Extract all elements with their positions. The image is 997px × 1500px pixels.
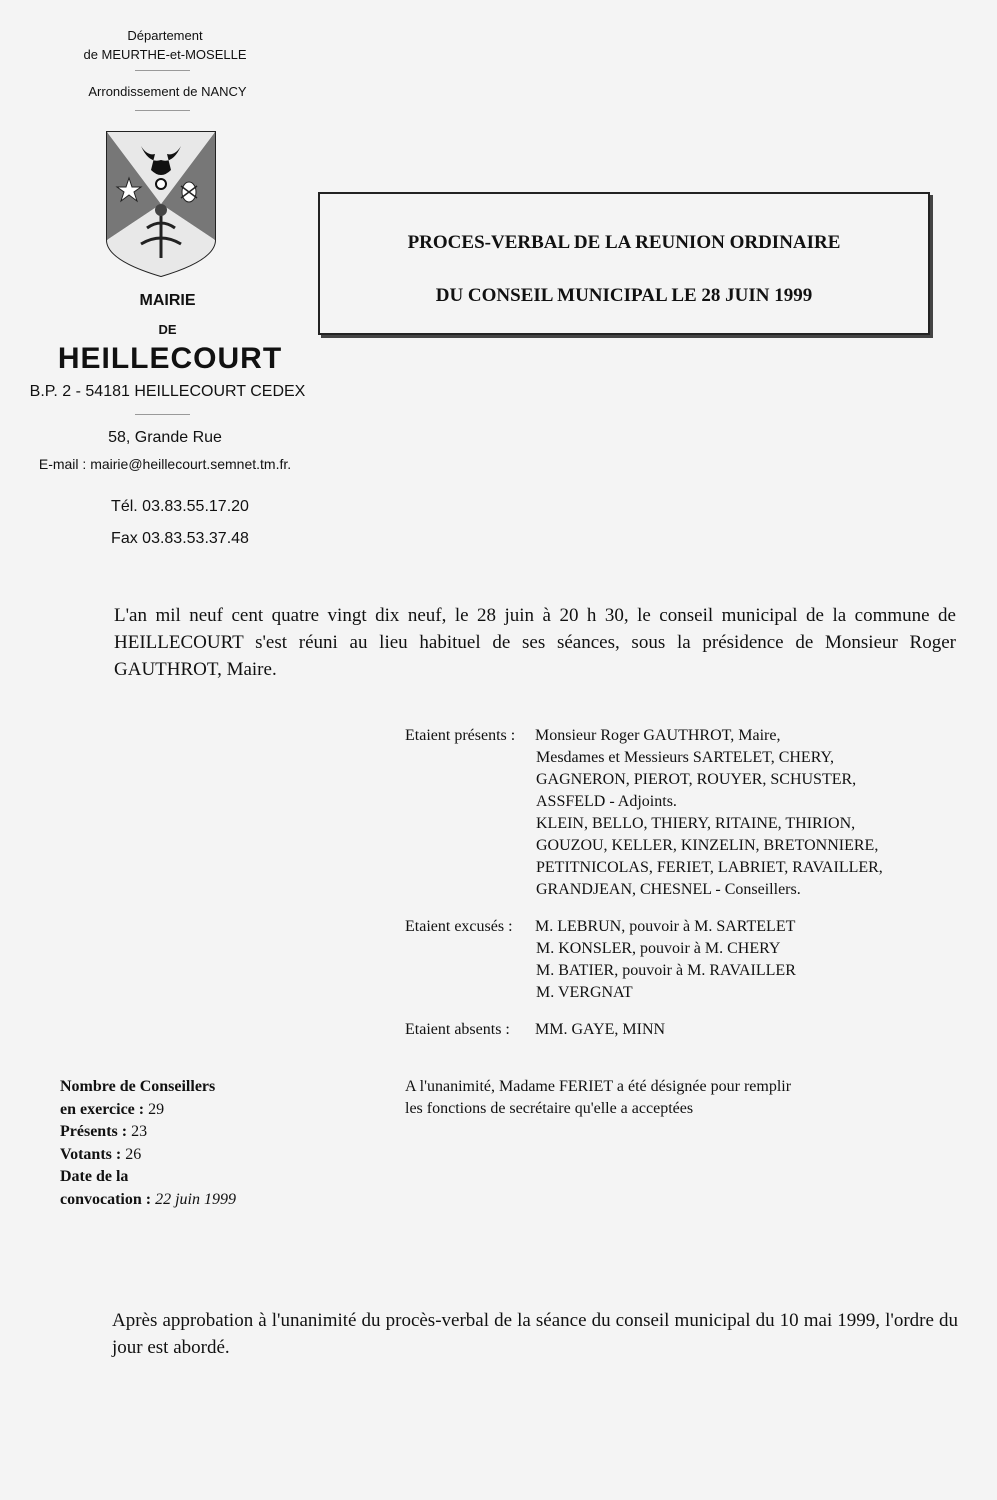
fax-number: Fax 03.83.53.37.48	[111, 530, 249, 547]
excused-first-line: Etaient excusés : M. LEBRUN, pouvoir à M. SARTELET	[405, 916, 955, 938]
present-line: KLEIN, BELLO, THIERY, RITAINE, THIRION,	[536, 815, 856, 832]
email-address: E-mail : mairie@heillecourt.semnet.tm.fr.	[38, 456, 292, 472]
present-line: GOUZOU, KELLER, KINZELIN, BRETONNIERE,	[536, 837, 879, 854]
arrondissement: Arrondissement de NANCY	[88, 84, 247, 99]
secretary-note: A l'unanimité, Madame FERIET a été désignée pour remplir les fonctions de secrétaire qu'elle a acceptées	[405, 1078, 792, 1117]
present-label: Etaient présents :	[405, 727, 516, 744]
council-stats: Nombre de Conseillers en exercice : 29 Présents : 23 Votants : 26 Date de la convocation : 22 juin 1999	[60, 1078, 236, 1208]
present-line: PETITNICOLAS, FERIET, LABRIET, RAVAILLER,	[536, 859, 883, 876]
members-count: 29	[148, 1100, 165, 1118]
excused-line: M. VERGNAT	[536, 984, 633, 1001]
absent-names: MM. GAYE, MINN	[535, 1021, 666, 1038]
de-label: DE	[158, 322, 177, 337]
postal-box: B.P. 2 - 54181 HEILLECOURT CEDEX	[29, 383, 306, 400]
commune-name: HEILLECOURT	[57, 342, 283, 375]
divider	[135, 110, 190, 111]
department-label: Département	[127, 28, 203, 43]
present-line: Mesdames et Messieurs SARTELET, CHERY,	[536, 749, 834, 766]
present-line: GRANDJEAN, CHESNEL - Conseillers.	[536, 881, 801, 898]
absent-line	[405, 1019, 955, 1041]
convocation-date: 22 juin 1999	[155, 1190, 236, 1208]
voters-count: 26	[125, 1145, 142, 1163]
divider	[135, 70, 190, 71]
present-line: GAGNERON, PIEROT, ROUYER, SCHUSTER,	[536, 771, 857, 788]
title-line-2: DU CONSEIL MUNICIPAL LE 28 JUIN 1999	[435, 285, 813, 306]
absent-label: Etaient absents :	[405, 1021, 510, 1038]
phone-number: Tél. 03.83.55.17.20	[111, 498, 249, 515]
attendance-block	[405, 725, 955, 1041]
excused-line: M. BATIER, pouvoir à M. RAVAILLER	[536, 962, 796, 979]
present-count: 23	[131, 1123, 148, 1140]
title-box	[318, 192, 930, 335]
excused-label: Etaient excusés :	[405, 918, 513, 935]
street-address: 58, Grande Rue	[108, 429, 222, 446]
excused-line: M. KONSLER, pouvoir à M. CHERY	[536, 940, 781, 957]
mairie-label: MAIRIE	[139, 292, 196, 309]
approval-paragraph: Après approbation à l'unanimité du procès-verbal de la séance du conseil municipal du 10 mai 1999, l'ordre du jour est abordé.	[112, 1310, 958, 1358]
coat-of-arms-icon	[105, 130, 217, 278]
title-line-1: PROCES-VERBAL DE LA REUNION ORDINAIRE	[407, 232, 841, 253]
divider	[135, 414, 190, 415]
intro-paragraph: L'an mil neuf cent quatre vingt dix neuf, le 28 juin à 20 h 30, le conseil municipal de la commune de HEILLECOURT s'est réuni au lieu habituel de ses séances, sous la présidence de Monsieur Roger GAUTHROT, Maire.	[114, 605, 956, 680]
present-line: ASSFELD - Adjoints.	[536, 793, 677, 810]
department-name: de MEURTHE-et-MOSELLE	[83, 47, 247, 62]
present-first-line: Etaient présents : Monsieur Roger GAUTHROT, Maire,	[405, 725, 955, 747]
